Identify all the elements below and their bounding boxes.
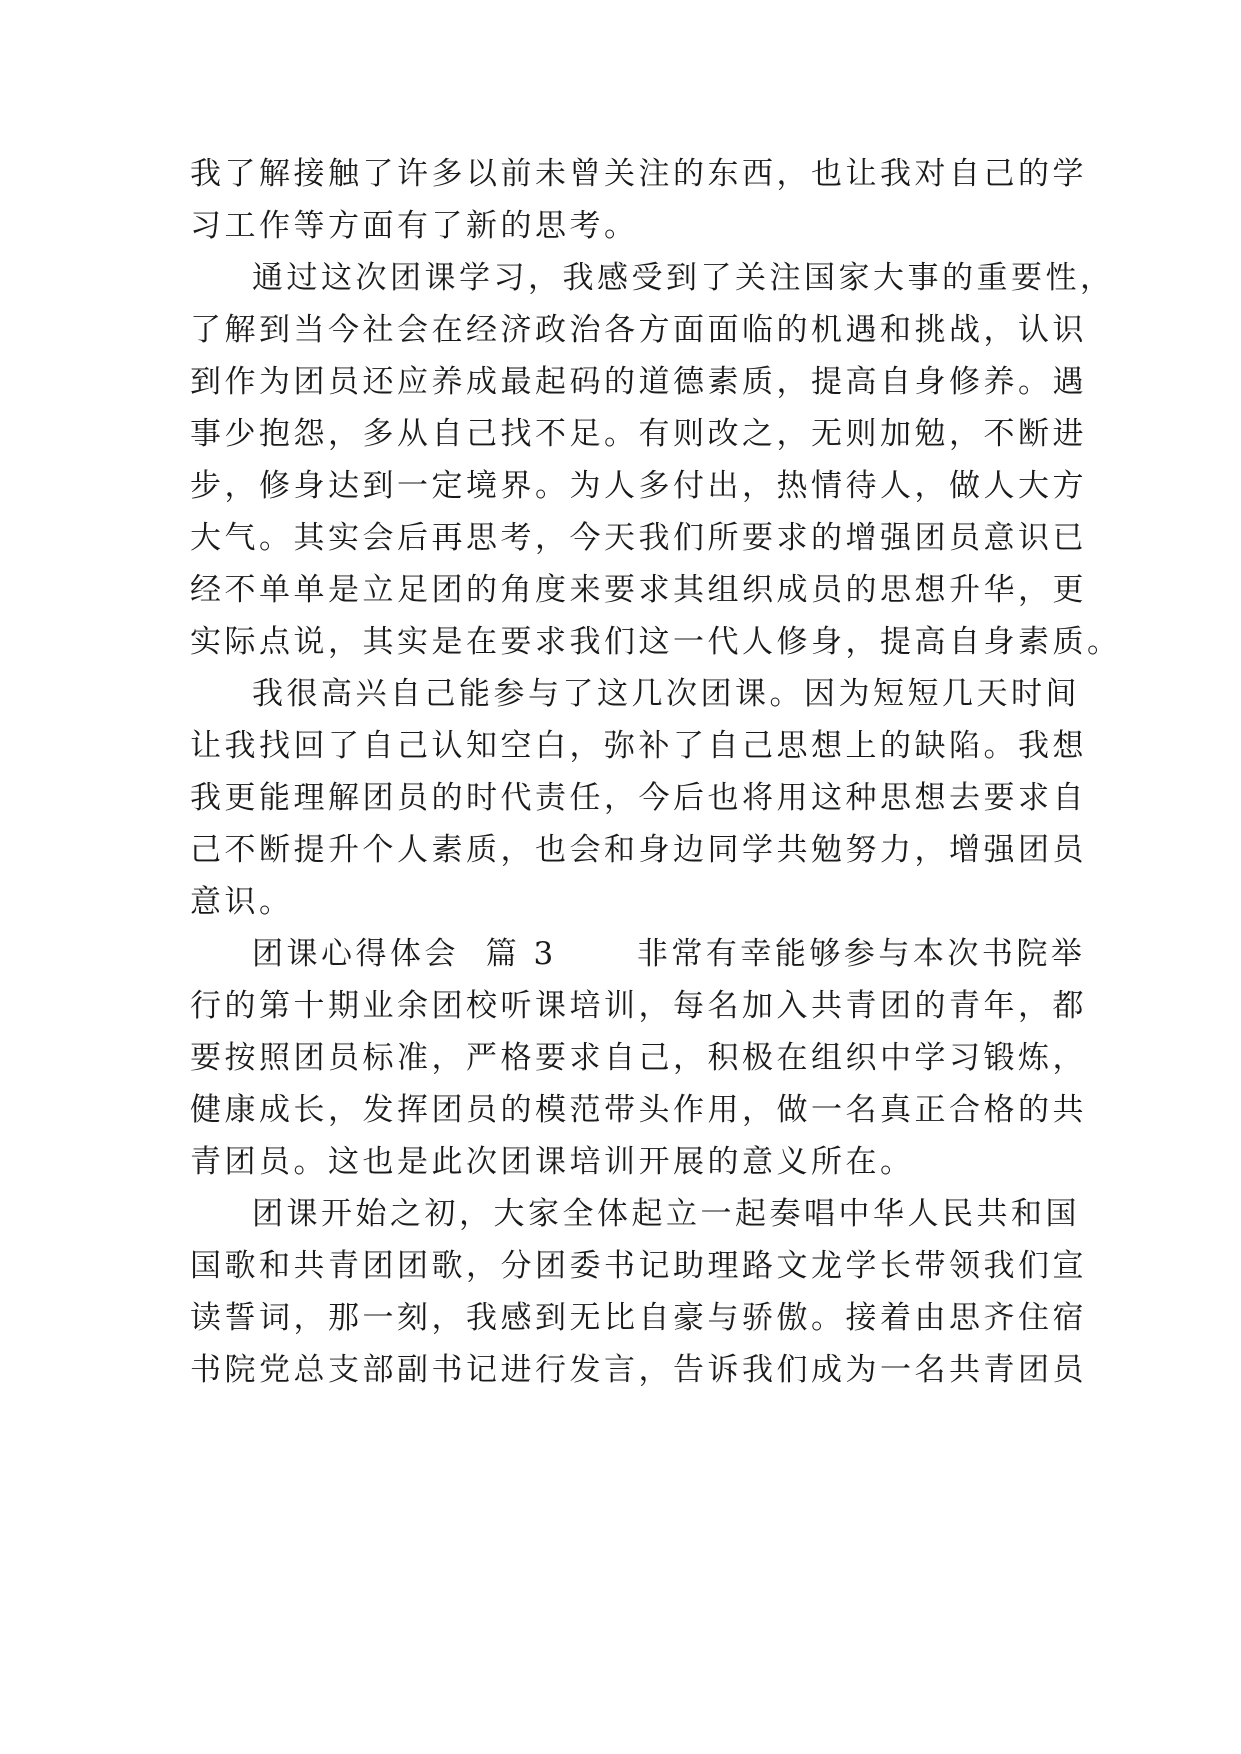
text-line: 青团员。这也是此次团课培训开展的意义所在。 [190, 1144, 915, 1180]
text-line: 要按照团员标准，严格要求自己，积极在组织中学习锻炼， [190, 1040, 1087, 1076]
text-line: 经不单单是立足团的角度来要求其组织成员的思想升华，更 [190, 572, 1087, 608]
text-line: 意识。 [190, 884, 294, 920]
paragraph-start-line: 通过这次团课学习，我感受到了关注国家大事的重要性， [252, 260, 1115, 296]
text-line: 习工作等方面有了新的思考。 [190, 208, 639, 244]
text-line: 我更能理解团员的时代责任，今后也将用这种思想去要求自 [190, 780, 1087, 816]
text-line: 大气。其实会后再思考，今天我们所要求的增强团员意识已 [190, 520, 1087, 556]
text-line: 我了解接触了许多以前未曾关注的东西，也让我对自己的学 [190, 156, 1087, 192]
text-line: 国歌和共青团团歌，分团委书记助理路文龙学长带领我们宣 [190, 1248, 1087, 1284]
text-line: 事少抱怨，多从自己找不足。有则改之，无则加勉，不断进 [190, 416, 1087, 452]
paragraph-start-line: 团课开始之初，大家全体起立一起奏唱中华人民共和国 [252, 1196, 1080, 1232]
text-line: 书院党总支部副书记进行发言，告诉我们成为一名共青团员 [190, 1352, 1087, 1388]
text-line: 行的第十期业余团校听课培训，每名加入共青团的青年，都 [190, 988, 1087, 1024]
text-line: 健康成长，发挥团员的模范带头作用，做一名真正合格的共 [190, 1092, 1087, 1128]
text-line: 实际点说，其实是在要求我们这一代人修身，提高自身素质。 [190, 624, 1122, 660]
section-heading-line: 团课心得体会 篇 3 非常有幸能够参与本次书院举 [252, 936, 1086, 972]
paragraph-start-line: 我很高兴自己能参与了这几次团课。因为短短几天时间 [252, 676, 1080, 712]
text-line: 到作为团员还应养成最起码的道德素质，提高自身修养。遇 [190, 364, 1087, 400]
text-line: 己不断提升个人素质，也会和身边同学共勉努力，增强团员 [190, 832, 1087, 868]
text-line: 读誓词，那一刻，我感到无比自豪与骄傲。接着由思齐住宿 [190, 1300, 1087, 1336]
text-line: 让我找回了自己认知空白，弥补了自己思想上的缺陷。我想 [190, 728, 1087, 764]
text-line: 步，修身达到一定境界。为人多付出，热情待人，做人大方 [190, 468, 1087, 504]
text-line: 了解到当今社会在经济政治各方面面临的机遇和挑战，认识 [190, 312, 1087, 348]
